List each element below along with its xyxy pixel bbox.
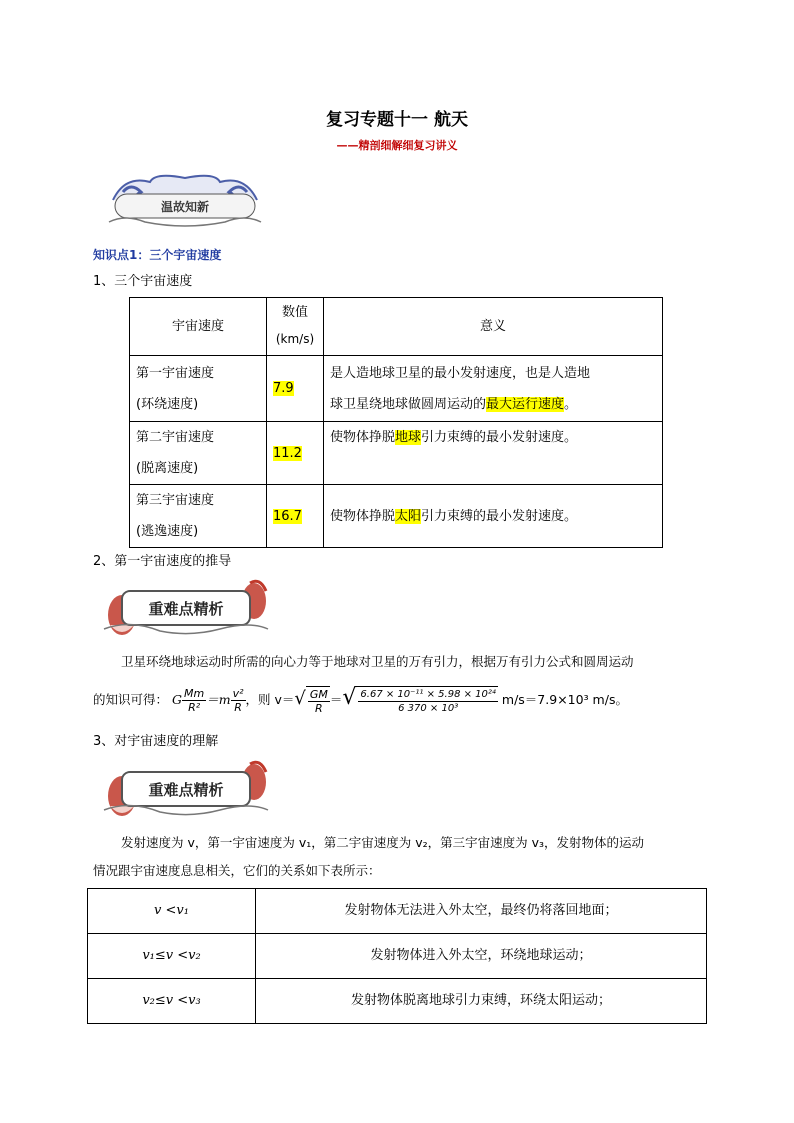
review-banner-art	[105, 170, 265, 232]
result-cell: 发射物体脱离地球引力束缚，环绕太阳运动；	[256, 979, 707, 1024]
table-row	[130, 422, 663, 485]
page-title: 复习专题十一 航天	[326, 110, 468, 130]
result-cell: 发射物体无法进入外太空，最终仍将落回地面；	[256, 889, 707, 934]
frac-num: GM	[309, 688, 328, 701]
formula-then: ，则 v＝	[245, 692, 295, 707]
row-value	[267, 485, 324, 548]
row-meaning-a: 使物体挣脱	[330, 430, 396, 445]
row-meaning-c: 引力束缚的最小发射速度。	[421, 508, 578, 524]
header-velocity: 宇宙速度	[130, 298, 267, 356]
cond-cell: v <v₁	[88, 889, 256, 934]
key-banner-text: 重难点精析	[148, 600, 224, 618]
row-value-text: 16.7	[273, 508, 302, 524]
row-name	[130, 422, 267, 485]
velocity-relation-table	[87, 888, 707, 1024]
row-meaning-highlight: 太阳	[395, 508, 422, 524]
row-value	[267, 356, 324, 422]
frac-den: R	[234, 701, 242, 714]
para2-line1: 卫星环绕地球运动时所需的向心力等于地球对卫星的万有引力，根据万有引力公式和圆周运动	[121, 654, 634, 669]
para3-line2: 情况跟宇宙速度息息相关，它们的关系如下表所示：	[93, 863, 381, 878]
cond-cell: v₁≤v <v₂	[88, 934, 256, 979]
row-alias-text: (环绕速度)	[136, 396, 199, 412]
row-meaning	[324, 356, 663, 422]
row-name	[130, 356, 267, 422]
row-meaning-a: 使物体挣脱	[330, 508, 396, 524]
frac-v2-R	[231, 687, 246, 714]
row-value-text: 11.2	[273, 445, 302, 461]
sqrt-GM-R	[306, 686, 330, 715]
header-value-label: 数值	[281, 305, 308, 320]
section-1-heading: 1、三个宇宙速度	[93, 274, 193, 289]
table-row	[130, 485, 663, 548]
row-meaning-c: 。	[564, 396, 578, 412]
sqrt-numeric	[356, 686, 498, 715]
frac-numeric	[358, 688, 498, 715]
sqrt-sign: √	[294, 688, 306, 709]
table-header-row	[130, 298, 663, 356]
key-banner-1	[100, 577, 272, 639]
derivation-formula: 的知识可得： G $\frac{Mm}{\text{R²}}$ ＝m $\frac{\text{v²}}{R}$ ，则 v＝√ $\frac{GM}{R}$ ＝√ $\frac{\text{6.67 × 10⁻¹¹ × 5.98 × 10²⁴}}{\text{6 370 × 10³}}$ m/s＝7.9×10³ m/s。	[93, 685, 628, 715]
row-meaning-c: 引力束缚的最小发射速度。	[421, 430, 578, 445]
frac-den: 6 370 × 10³	[398, 703, 459, 714]
review-banner-text: 温故知新	[160, 200, 210, 214]
review-banner	[105, 170, 265, 232]
key-banner-art	[100, 758, 272, 820]
header-meaning: 意义	[324, 298, 663, 356]
row-name-text: 第一宇宙速度	[136, 365, 215, 381]
section-2-heading: 2、第一宇宙速度的推导	[93, 554, 232, 569]
key-banner-2	[100, 758, 272, 820]
frac-den: R²	[188, 701, 201, 714]
table-row	[88, 979, 707, 1024]
frac-GM-R	[308, 688, 330, 715]
section-3-heading: 3、对宇宙速度的理解	[93, 734, 219, 749]
formula-result: m/s＝7.9×10³ m/s。	[497, 692, 628, 707]
cosmic-velocity-table	[129, 297, 663, 548]
sqrt-sign: √	[342, 685, 357, 710]
formula-G: G	[172, 692, 182, 707]
row-meaning-a: 是人造地球卫星的最小发射速度，也是人造地	[330, 365, 591, 381]
row-alias-text: (逃逸速度)	[136, 524, 199, 539]
frac-den: R	[315, 702, 323, 715]
row-value-text: 7.9	[273, 381, 294, 396]
cond-cell: v₂≤v <v₃	[88, 979, 256, 1024]
row-meaning	[324, 485, 663, 548]
frac-num: 6.67 × 10⁻¹¹ × 5.98 × 10²⁴	[360, 689, 496, 700]
header-value	[267, 298, 324, 356]
row-alias-text: (脱离速度)	[136, 461, 199, 476]
row-name-text: 第三宇宙速度	[136, 493, 215, 508]
row-meaning-b: 球卫星绕地球做圆周运动的	[330, 396, 487, 412]
para3-line1: 发射速度为 v，第一宇宙速度为 v₁，第二宇宙速度为 v₂，第三宇宙速度为 v₃，发射物体的运动	[121, 835, 645, 850]
key-banner-art	[100, 577, 272, 639]
row-name-text: 第二宇宙速度	[136, 430, 215, 445]
para2-lead: 的知识可得：	[93, 692, 169, 707]
result-cell: 发射物体进入外太空，环绕地球运动；	[256, 934, 707, 979]
table-row	[88, 934, 707, 979]
frac-num: v²	[232, 687, 244, 700]
frac-Mm-R2	[182, 687, 206, 714]
key-banner-text: 重难点精析	[148, 781, 224, 799]
header-value-unit: (km/s)	[275, 332, 315, 346]
row-meaning-highlight: 最大运行速度	[486, 396, 565, 412]
row-meaning	[324, 422, 663, 485]
page-subtitle: ——精剖细解细复习讲义	[336, 139, 458, 152]
knowledge-point-heading: 知识点1：三个宇宙速度	[93, 248, 222, 262]
table-row	[88, 889, 707, 934]
row-name	[130, 485, 267, 548]
table-row	[130, 356, 663, 422]
formula-eq: ＝m	[206, 692, 231, 707]
frac-num: Mm	[184, 687, 205, 700]
row-value	[267, 422, 324, 485]
row-meaning-highlight: 地球	[395, 430, 422, 445]
